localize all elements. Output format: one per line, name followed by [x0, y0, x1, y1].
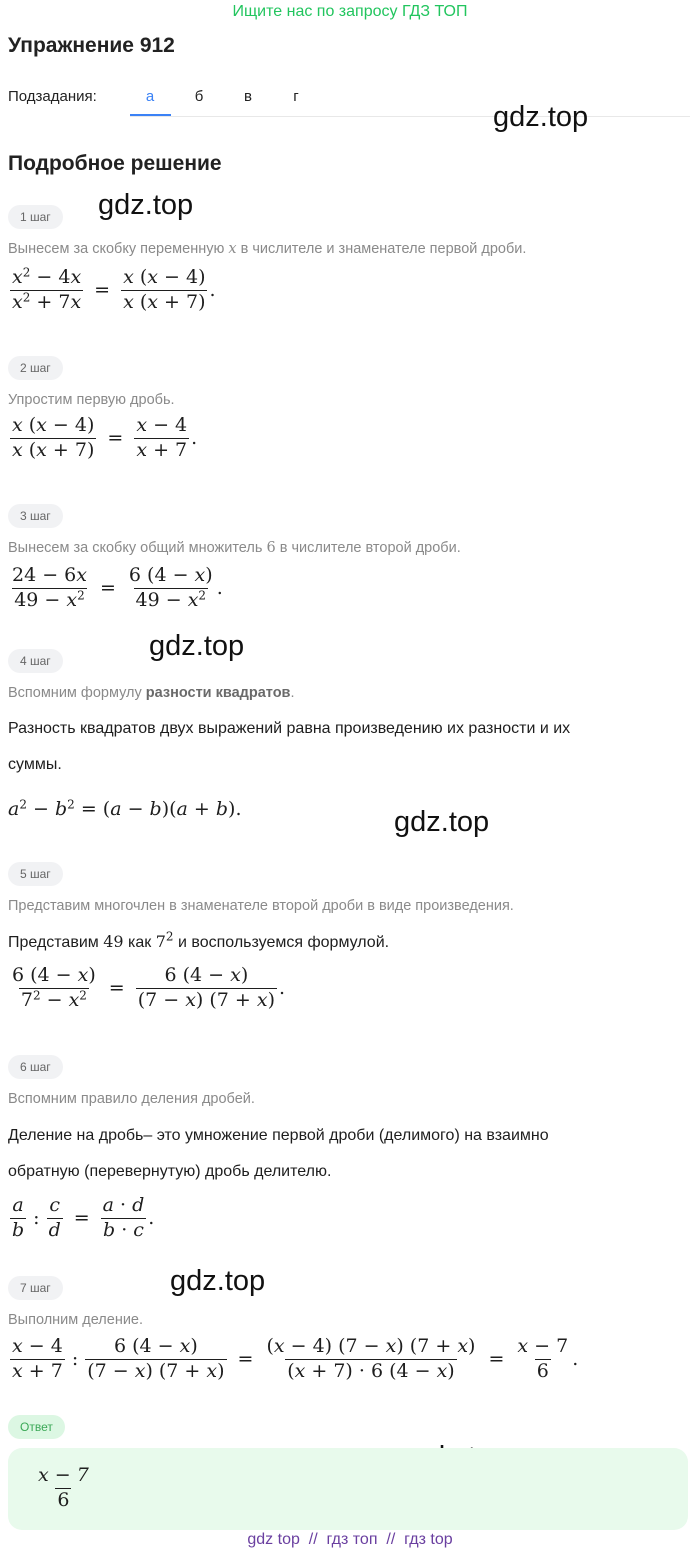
tab-v[interactable]: в	[244, 88, 252, 105]
step-badge: 3 шаг	[8, 504, 63, 528]
step-hint: Вынесем за скобку общий множитель 6 в числителе второй дроби.	[8, 540, 461, 556]
step-badge: 1 шаг	[8, 205, 63, 229]
rule-text: обратную (перевернутую) дробь делителю.	[8, 1163, 332, 1180]
step-badge: 5 шаг	[8, 862, 63, 886]
watermark: gdz.top	[170, 1265, 266, 1297]
step-badge: 2 шаг	[8, 356, 63, 380]
subtasks-label: Подзадания:	[8, 88, 97, 105]
rule-text: суммы.	[8, 756, 62, 773]
formula-division-rule: $\frac{a}{b}$ : $\frac{c}{d}$ = $\frac{a \cdot d}{b \cdot c}$ .	[12, 1194, 155, 1241]
tabs-divider	[130, 116, 690, 117]
step-hint: Упростим первую дробь.	[8, 392, 175, 408]
formula-difference-of-squares: $a^2 - b^2 = (a - b)(a + b)$.	[8, 797, 242, 820]
formula-step7: $\frac{x - 4}{x + 7}$ : $\frac{6 (4 - x)}{(7 - x) (7 + x)}$ = $\frac{(x - 4) (7 - x) (7 + x)}{(x + 7) \cdot 6 (4 - x)}$ = $\frac{x - 7}{6}$ .	[12, 1335, 579, 1382]
formula-step3: $\frac{24 - 6x}{49 - x^2}$ = $\frac{6 (4 - x)}{49 - x^2}$ .	[12, 564, 223, 611]
formula-step1: $\frac{x^2 - 4x}{x^2 + 7x}$ = $\frac{x (x - 4)}{x (x + 7)}$ .	[12, 265, 216, 313]
formula-step5: $\frac{6 (4 - x)}{7^2 - x^2}$ = $\frac{6 (4 - x)}{(7 - x) (7 + x)}$ .	[12, 964, 286, 1011]
watermark: gdz.top	[493, 101, 589, 133]
step-hint: Представим многочлен в знаменателе второй дроби в виде произведения.	[8, 898, 514, 914]
answer-formula: $\frac{x - 7}{6}$	[38, 1464, 89, 1511]
section-title: Подробное решение	[8, 152, 222, 175]
step-hint: Вспомним формулу разности квадратов.	[8, 685, 295, 701]
rule-text: Разность квадратов двух выражений равна произведению их разности и их	[8, 720, 571, 737]
answer-badge: Ответ	[8, 1415, 65, 1439]
footer-links: gdz top // гдз топ // гдз top	[247, 1531, 453, 1548]
promo-banner: Ищите нас по запросу ГДЗ ТОП	[232, 3, 468, 20]
step-badge: 7 шаг	[8, 1276, 63, 1300]
tab-a[interactable]: а	[145, 88, 155, 105]
rule-text: Деление на дробь– это умножение первой дроби (делимого) на взаимно	[8, 1127, 549, 1144]
watermark: gdz.top	[394, 806, 490, 838]
answer-box	[8, 1448, 688, 1530]
step-hint: Вспомним правило деления дробей.	[8, 1091, 255, 1107]
formula-step2: $\frac{x (x - 4)}{x (x + 7)}$ = $\frac{x - 4}{x + 7}$ .	[12, 414, 198, 461]
step-badge: 4 шаг	[8, 649, 63, 673]
tab-g[interactable]: г	[293, 88, 299, 105]
step-text: Представим 49 как $7^2$ и воспользуемся формулой.	[8, 929, 390, 951]
step-hint: Выполним деление.	[8, 1312, 144, 1328]
watermark: gdz.top	[98, 189, 194, 221]
watermark: gdz.top	[149, 630, 245, 662]
page-title: Упражнение 912	[8, 34, 175, 57]
tab-b[interactable]: б	[194, 88, 204, 105]
step-hint: Вынесем за скобку переменную x в числителе и знаменателе первой дроби.	[8, 241, 527, 257]
step-badge: 6 шаг	[8, 1055, 63, 1079]
